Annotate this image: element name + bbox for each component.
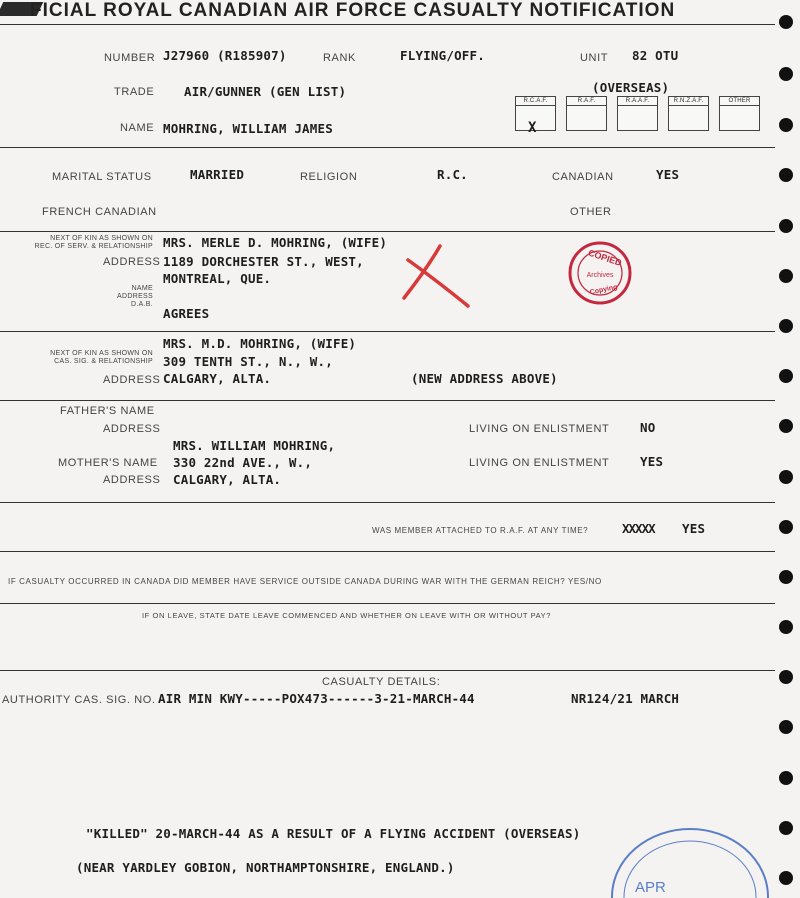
stamp-text-archives: Archives: [586, 272, 614, 279]
binder-hole: [779, 871, 793, 885]
mother-name-value: MRS. WILLIAM MOHRING,: [173, 438, 336, 453]
stamp-text-copied: COPIED: [586, 247, 623, 268]
religion-label: RELIGION: [300, 171, 358, 183]
divider: [0, 670, 775, 671]
nok-cas-name: MRS. M.D. MOHRING, (WIFE): [163, 336, 357, 351]
binder-hole: [779, 168, 793, 182]
service-box-rnzaf: [668, 96, 709, 131]
binder-hole: [779, 67, 793, 81]
service-box-raaf: [617, 96, 658, 131]
french-canadian-label: FRENCH CANADIAN: [42, 206, 157, 218]
rank-value: FLYING/OFF.: [400, 48, 485, 63]
binder-hole: [779, 369, 793, 383]
date-stamp-month: APR: [635, 879, 666, 896]
other-label: OTHER: [570, 206, 612, 218]
casualty-detail-line2: (NEAR YARDLEY GOBION, NORTHAMPTONSHIRE, ENGLAND.): [76, 860, 455, 875]
raf-question-label: WAS MEMBER ATTACHED TO R.A.F. AT ANY TIME?: [372, 526, 589, 535]
nok-rec-address-line2: MONTREAL, QUE.: [163, 271, 272, 286]
mother-address-line1: 330 22nd AVE., W.,: [173, 455, 313, 470]
nok-cas-label-line: CAS. SIG. & RELATIONSHIP: [54, 358, 153, 365]
binder-hole: [779, 720, 793, 734]
service-box-label: OTHER: [720, 98, 759, 106]
marital-status-label: MARITAL STATUS: [52, 171, 152, 183]
divider: [0, 502, 775, 503]
canadian-label: CANADIAN: [552, 171, 614, 183]
divider: [0, 603, 775, 604]
religion-value: R.C.: [437, 167, 468, 182]
dab-label-line: NAME: [131, 285, 153, 292]
service-box-label: R.N.Z.A.F.: [669, 98, 708, 106]
copied-archives-stamp: [566, 240, 634, 306]
service-box-label: R.C.A.F.: [516, 98, 555, 106]
number-label: NUMBER: [104, 52, 156, 64]
mothers-name-label: MOTHER'S NAME: [58, 457, 158, 469]
name-value: MOHRING, WILLIAM JAMES: [163, 121, 333, 136]
service-box-raf: [566, 96, 607, 131]
binder-hole: [779, 319, 793, 333]
binder-hole: [779, 520, 793, 534]
dab-label-line: ADDRESS: [117, 293, 153, 300]
binder-hole: [779, 821, 793, 835]
authority-value: AIR MIN KWY-----POX473------3-21-MARCH-44: [158, 691, 475, 706]
service-box-label: R.A.A.F.: [618, 98, 657, 106]
raf-struck-out: XXXXX: [622, 521, 655, 536]
binder-hole: [779, 670, 793, 684]
address-label: ADDRESS: [103, 256, 161, 268]
unit-value: 82 OTU: [632, 48, 679, 63]
trade-label: TRADE: [114, 86, 155, 98]
name-address-dab-label: [100, 285, 153, 309]
father-living-label: LIVING ON ENLISTMENT: [469, 423, 610, 435]
binder-hole: [779, 219, 793, 233]
rank-label: RANK: [323, 52, 356, 64]
binder-hole: [779, 269, 793, 283]
address-label: ADDRESS: [103, 374, 161, 386]
nok-rec-label-line: REC. OF SERV. & RELATIONSHIP: [34, 243, 153, 250]
nok-rec-label-line: NEXT OF KIN AS SHOWN ON: [50, 235, 153, 242]
divider: [0, 400, 775, 401]
mother-living-value: YES: [640, 454, 664, 469]
divider: [0, 231, 775, 232]
service-box-label: R.A.F.: [567, 98, 606, 106]
binder-hole: [779, 620, 793, 634]
canadian-value: YES: [656, 167, 680, 182]
fathers-name-label: FATHER'S NAME: [60, 405, 155, 417]
stamp-text-copying: Copying: [589, 283, 619, 297]
mother-living-label: LIVING ON ENLISTMENT: [469, 457, 610, 469]
authority-label: AUTHORITY CAS. SIG. NO.: [2, 694, 156, 706]
nok-rec-label: [24, 235, 153, 251]
authority-reference: NR124/21 MARCH: [571, 691, 680, 706]
nok-cas-address-line2: CALGARY, ALTA.: [163, 371, 272, 386]
binder-hole: [779, 470, 793, 484]
mother-address-line2: CALGARY, ALTA.: [173, 472, 282, 487]
casualty-detail-line1: "KILLED" 20-MARCH-44 AS A RESULT OF A FLYING ACCIDENT (OVERSEAS): [86, 826, 581, 841]
mother-address-label: ADDRESS: [103, 474, 161, 486]
red-x-mark: [396, 240, 476, 312]
marital-status-value: MARRIED: [190, 167, 245, 182]
service-outside-canada-question: IF CASUALTY OCCURRED IN CANADA DID MEMBER HAVE SERVICE OUTSIDE CANADA DURING WAR WITH THE GERMAN REICH? YES/NO: [8, 577, 602, 586]
unit-label: UNIT: [580, 52, 609, 64]
trade-value: AIR/GUNNER (GEN LIST): [184, 84, 347, 99]
leave-question: IF ON LEAVE, STATE DATE LEAVE COMMENCED AND WHETHER ON LEAVE WITH OR WITHOUT PAY?: [142, 611, 552, 620]
new-address-note: (NEW ADDRESS ABOVE): [411, 371, 558, 386]
raf-answer: YES: [682, 521, 706, 536]
binder-hole: [779, 419, 793, 433]
father-address-label: ADDRESS: [103, 423, 161, 435]
dab-label-line: D.A.B.: [130, 301, 153, 308]
service-box-other: [719, 96, 760, 131]
date-received-stamp: [605, 815, 775, 898]
nok-cas-label-line: NEXT OF KIN AS SHOWN ON: [50, 350, 153, 357]
binder-hole: [779, 570, 793, 584]
nok-rec-address-line1: 1189 DORCHESTER ST., WEST,: [163, 254, 364, 269]
unit-note: (OVERSEAS): [592, 80, 670, 95]
form-title: FICIAL ROYAL CANADIAN AIR FORCE CASUALTY NOTIFICATION: [30, 0, 676, 21]
number-value: J27960 (R185907): [163, 48, 287, 63]
divider: [0, 331, 775, 332]
binder-hole: [779, 771, 793, 785]
name-label: NAME: [120, 122, 155, 134]
nok-cas-address-line1: 309 TENTH ST., N., W.,: [163, 354, 333, 369]
divider: [0, 24, 775, 25]
rcaf-mark: X: [528, 120, 537, 136]
father-living-value: NO: [640, 420, 656, 435]
divider: [0, 147, 775, 148]
nok-cas-label: [24, 350, 153, 366]
binder-hole: [779, 118, 793, 132]
nok-rec-name: MRS. MERLE D. MOHRING, (WIFE): [163, 235, 388, 250]
binder-hole: [779, 15, 793, 29]
divider: [0, 551, 775, 552]
casualty-details-label: CASUALTY DETAILS:: [322, 676, 441, 688]
dab-value: AGREES: [163, 306, 210, 321]
